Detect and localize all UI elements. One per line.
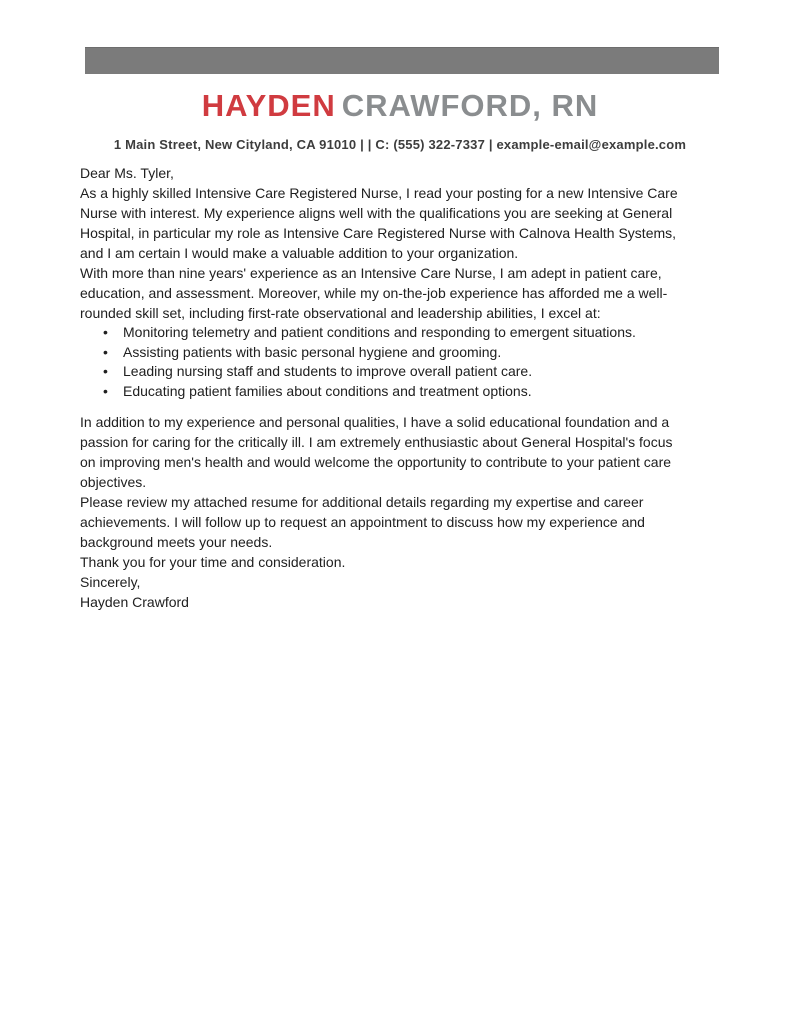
page-title	[0, 88, 800, 124]
bullet-item: • Monitoring telemetry and patient conditions and responding to emergent situations.	[80, 323, 728, 343]
paragraph-resume	[80, 492, 728, 552]
first-name: HAYDEN	[201, 88, 336, 123]
text-line: As a highly skilled Intensive Care Registered Nurse, I read your posting for a new Intensive Care	[80, 185, 678, 201]
paragraph-education	[80, 412, 728, 492]
skills-list	[80, 323, 728, 401]
text-line: and I am certain I would make a valuable addition to your organization.	[80, 245, 519, 261]
text-line: Hospital, in particular my role as Intensive Care Registered Nurse with Calnova Health Systems,	[80, 225, 677, 241]
paragraph-opening	[80, 183, 728, 263]
last-name: CRAWFORD, RN	[341, 88, 599, 123]
text-line: Please review my attached resume for additional details regarding my expertise and career	[80, 494, 644, 510]
text-line: on improving men's health and would welcome the opportunity to contribute to your patient care	[80, 454, 672, 470]
text-line: Nurse with interest. My experience aligns well with the qualifications you are seeking at General	[80, 205, 673, 221]
signature: Hayden Crawford	[80, 594, 189, 610]
bullet-item: • Leading nursing staff and students to improve overall patient care.	[80, 362, 728, 382]
bullet-item: • Assisting patients with basic personal hygiene and grooming.	[80, 343, 728, 363]
text-line: With more than nine years' experience as an Intensive Care Nurse, I am adept in patient care,	[80, 265, 662, 281]
header-bar	[85, 47, 719, 74]
letter-body	[80, 163, 728, 612]
text-line: In addition to my experience and personal qualities, I have a solid educational foundation and a	[80, 414, 670, 430]
text-line: rounded skill set, including first-rate observational and leadership abilities, I excel at:	[80, 305, 601, 321]
paragraph-experience	[80, 263, 728, 323]
text-line: education, and assessment. Moreover, while my on-the-job experience has afforded me a well-	[80, 285, 668, 301]
bullet-item: • Educating patient families about conditions and treatment options.	[80, 382, 728, 402]
text-line: objectives.	[80, 474, 147, 490]
closing: Sincerely,	[80, 574, 141, 590]
text-line: passion for caring for the critically ill. I am extremely enthusiastic about General Hospital's focus	[80, 434, 673, 450]
text-line: achievements. I will follow up to request an appointment to discuss how my experience and	[80, 514, 645, 530]
contact-line: 1 Main Street, New Cityland, CA 91010 | | C: (555) 322-7337 | example-email@example.com	[113, 137, 687, 152]
salutation: Dear Ms. Tyler,	[80, 165, 174, 181]
thanks-line: Thank you for your time and consideration.	[80, 554, 346, 570]
text-line: background meets your needs.	[80, 534, 273, 550]
